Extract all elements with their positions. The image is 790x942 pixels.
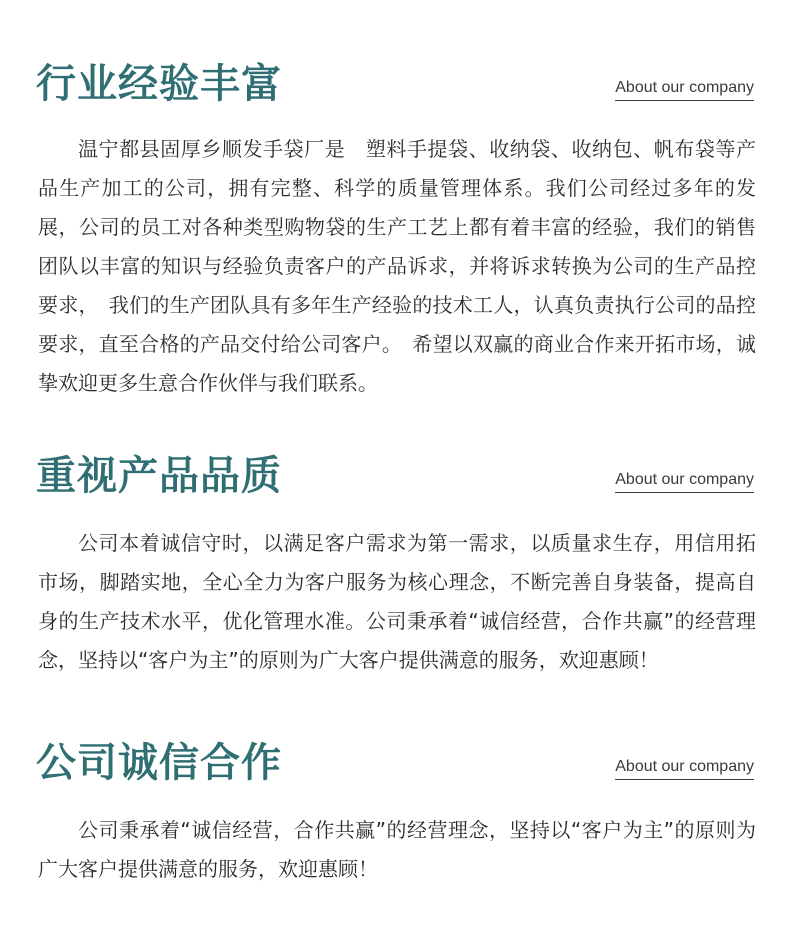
section-subtitle: About our company	[615, 78, 754, 101]
section-heading	[0, 450, 790, 510]
section-title: 公司诚信合作	[36, 740, 282, 786]
section-body: 温宁都县固厚乡顺发手袋厂是 塑料手提袋、收纳袋、收纳包、帆布袋等产品生产加工的公司，拥有完整、科学的质量管理体系。我们公司经过多年的发展，公司的员工对各种类型购物袋的生产工艺上都有着丰富的经验，我们的销售团队以丰富的知识与经验负责客户的产品诉求，并将诉求转换为公司的生产品控要求， 我们的生产团队具有多年生产经验的技术工人，认真负责执行公司的品控要求，直至合格的产品交付给公司客户。 希望以双赢的商业合作来开拓市场，诚挚欢迎更多生意合作伙伴与我们联系。	[38, 137, 756, 395]
section-subtitle: About our company	[615, 470, 754, 493]
section-heading	[0, 737, 790, 797]
section-title: 重视产品品质	[36, 453, 282, 499]
section-heading	[0, 58, 790, 118]
section-industry-experience	[0, 58, 790, 395]
section-title: 行业经验丰富	[36, 61, 282, 107]
section-integrity-cooperation	[0, 737, 790, 881]
section-product-quality	[0, 450, 790, 672]
section-body: 公司本着诚信守时，以满足客户需求为第一需求，以质量求生存，用信用拓市场，脚踏实地，全心全力为客户服务为核心理念，不断完善自身装备，提高自身的生产技术水平，优化管理水准。公司秉承着“诚信经营，合作共赢”的经营理念，坚持以“客户为主”的原则为广大客户提供满意的服务，欢迎惠顾！	[38, 531, 756, 672]
section-body: 公司秉承着“诚信经营，合作共赢”的经营理念，坚持以“客户为主”的原则为广大客户提供满意的服务，欢迎惠顾！	[38, 818, 756, 881]
section-subtitle: About our company	[615, 757, 754, 780]
